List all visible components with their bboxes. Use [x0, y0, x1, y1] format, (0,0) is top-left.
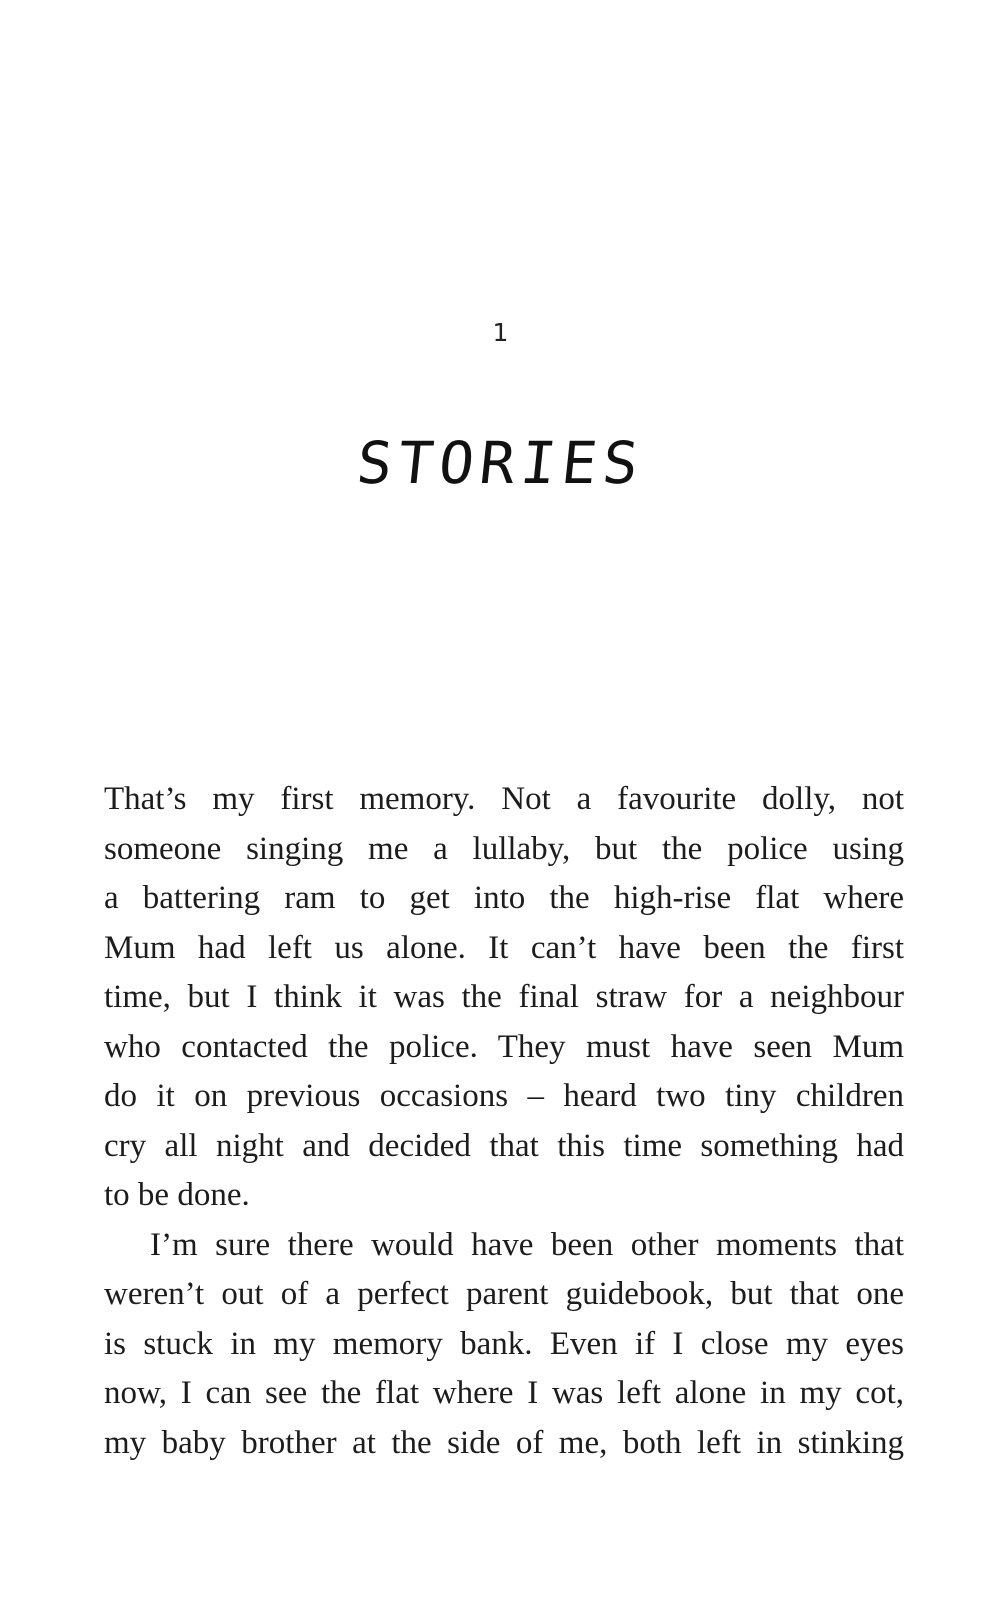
- text-line: time, but I think it was the final straw for a neighbour: [104, 979, 904, 1015]
- chapter-number: 1: [492, 318, 509, 347]
- text-line: cry all night and decided that this time something had: [104, 1127, 904, 1164]
- text-line: my baby brother at the side of me, both left in stinking: [104, 1424, 904, 1461]
- text-line: Mum had left us alone. It can’t have been the first: [104, 929, 904, 966]
- text-line: I’m sure there would have been other moments that: [150, 1226, 904, 1263]
- text-line: to be done.: [104, 1177, 250, 1213]
- text-line: weren’t out of a perfect parent guidebook, but that one: [104, 1276, 904, 1312]
- text-line: who contacted the police. They must have seen Mum: [104, 1028, 904, 1065]
- text-line: someone singing me a lullaby, but the police using: [104, 830, 904, 867]
- text-line: now, I can see the flat where I was left alone in my cot,: [104, 1375, 904, 1411]
- text-line: is stuck in my memory bank. Even if I close my eyes: [104, 1325, 904, 1362]
- paragraph-2: [104, 1221, 904, 1469]
- text-line: That’s my first memory. Not a favourite dolly, not: [104, 781, 904, 817]
- chapter-title: STORIES: [353, 429, 648, 497]
- paragraph-1: [104, 775, 904, 1221]
- text-line: a battering ram to get into the high-rise flat where: [104, 880, 904, 916]
- chapter-body: [104, 775, 904, 1468]
- text-line: do it on previous occasions – heard two tiny children: [104, 1078, 904, 1114]
